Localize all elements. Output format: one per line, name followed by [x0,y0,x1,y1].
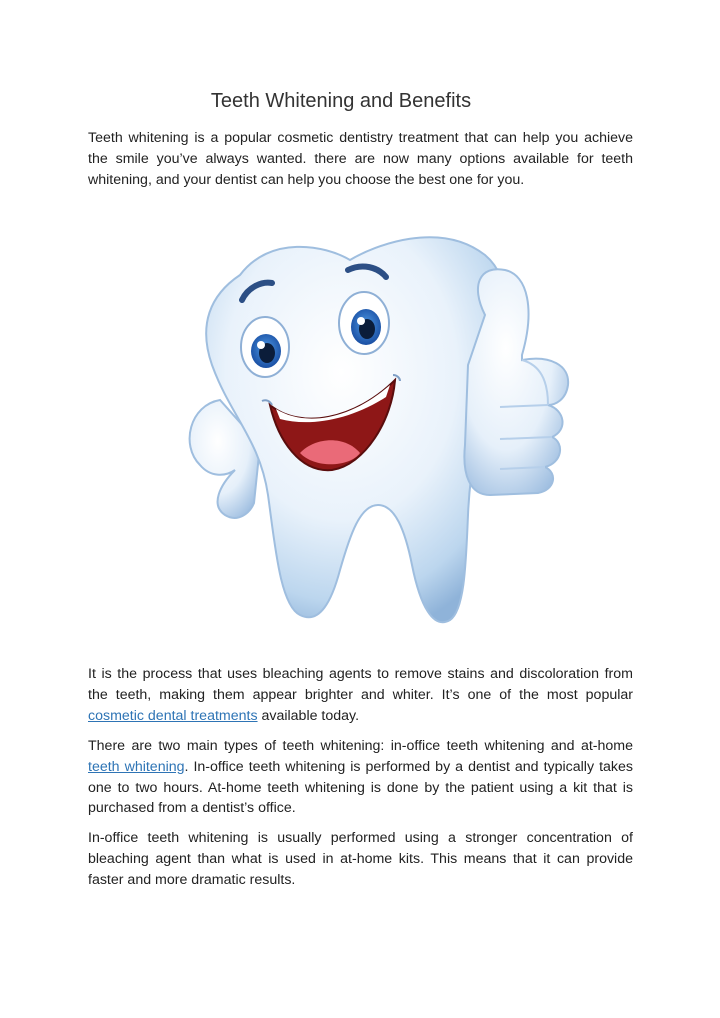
process-text: It is the process that uses bleaching agents to remove stains and discoloration from the teeth, making them appear brighter and whiter. It’s one of the most popular [88,666,633,703]
left-eye-icon [241,317,289,377]
intro-paragraph: Teeth whitening is a popular cosmetic dentistry treatment that can help you achieve the smile you’ve always wanted. there are now many options available for teeth whitening, and your dentist can help you choose the best one for you. [88,130,633,188]
types-text-end: . In-office teeth whitening is performed by a dentist and typically takes one to two hours. At-home teeth whitening is done by the patient using a kit that is purchased from a dentist’s office. [88,758,633,817]
process-paragraph [88,664,633,726]
types-paragraph [88,736,633,819]
process-text-end: available today. [257,707,360,724]
smiling-tooth-thumbs-up-icon [150,215,590,635]
page-title: Teeth Whitening and Benefits [210,90,472,112]
cosmetic-dental-treatments-link[interactable]: cosmetic dental treatments [88,707,258,724]
right-eye-icon [339,292,389,354]
thumbs-up-hand-icon [464,269,568,495]
in-office-paragraph: In-office teeth whitening is usually performed using a stronger concentration of bleaching agent than what is used in at-home kits. This means that it can provide faster and more dramatic results. [88,830,633,888]
teeth-whitening-link[interactable]: teeth whitening [88,758,185,775]
types-text: There are two main types of teeth whitening: in-office teeth whitening and at-home [88,738,633,754]
